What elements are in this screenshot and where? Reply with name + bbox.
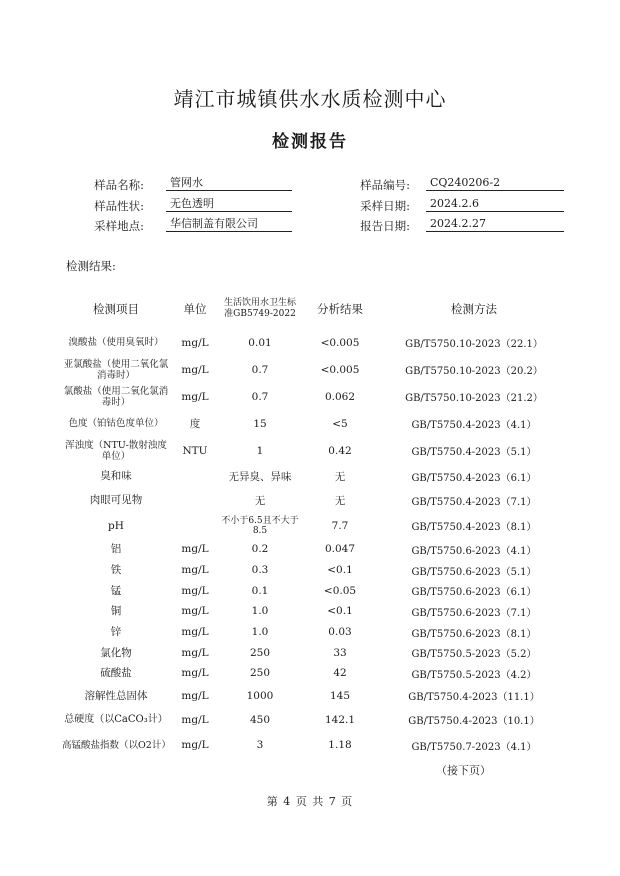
row-unit — [170, 464, 220, 488]
row-method: GB/T5750.10-2023（20.2） — [405, 366, 543, 377]
row-item: 锌 — [110, 626, 122, 639]
sampling-date-value: 2024.2.6 — [426, 197, 564, 212]
table-row — [62, 383, 568, 410]
table-row — [62, 622, 568, 643]
row-result: <0.005 — [320, 363, 360, 376]
row-unit: mg/L — [181, 390, 209, 403]
header-item: 检测项目 — [93, 302, 139, 316]
row-unit: mg/L — [181, 689, 209, 702]
row-result: 0.062 — [324, 390, 356, 403]
row-unit: mg/L — [181, 584, 209, 597]
row-limit: 450 — [249, 713, 271, 726]
row-item: 臭和味 — [100, 470, 132, 482]
row-method: GB/T5750.4-2023（8.1） — [411, 522, 537, 533]
sample-state-label: 样品性状: — [94, 199, 144, 213]
row-method: GB/T5750.6-2023（7.1） — [411, 607, 537, 619]
row-method: GB/T5750.6-2023（8.1） — [411, 628, 537, 640]
row-item: 色度（铂钴色度单位） — [68, 418, 164, 429]
row-unit: mg/L — [181, 336, 209, 349]
row-result: 1.18 — [328, 739, 352, 752]
row-unit: mg/L — [181, 646, 209, 659]
row-method: GB/T5750.10-2023（21.2） — [405, 393, 543, 404]
row-limit: 不小于6.5且不大于8.5 — [221, 515, 299, 536]
row-limit: 1.0 — [251, 626, 269, 639]
row-item: 锰 — [110, 584, 122, 597]
page-number: 第 4 页 共 7 页 — [266, 795, 354, 808]
report-title: 检测报告 — [272, 132, 348, 152]
row-limit: 无异臭、异味 — [228, 470, 292, 483]
sampling-date-label: 采样日期: — [360, 199, 410, 213]
report-date-value: 2024.2.27 — [426, 217, 564, 232]
table-row — [62, 580, 568, 601]
row-limit: 1000 — [246, 689, 274, 702]
row-method: GB/T5750.6-2023（5.1） — [411, 566, 537, 578]
header-method: 检测方法 — [451, 302, 497, 316]
row-method: GB/T5750.5-2023（5.2） — [411, 649, 537, 661]
row-method: GB/T5750.6-2023（4.1） — [411, 545, 537, 557]
row-item: 溴酸盐（使用臭氧时） — [68, 337, 164, 348]
row-limit: 250 — [249, 667, 271, 680]
row-result: <0.1 — [327, 564, 353, 577]
row-item: 氯化物 — [100, 646, 132, 659]
header-standard: 生活饮用水卫生标准GB5749-2022 — [223, 298, 296, 319]
table-row — [62, 732, 568, 759]
table-row — [62, 642, 568, 663]
row-limit: 250 — [249, 646, 271, 659]
table-row — [62, 437, 568, 464]
sample-no-value: CQ240206-2 — [426, 176, 564, 191]
row-result: <0.005 — [320, 336, 360, 349]
row-item: 浑浊度（NTU-散射浊度单位） — [65, 439, 167, 462]
row-result: 7.7 — [331, 519, 349, 532]
row-unit: mg/L — [181, 363, 209, 376]
row-method: GB/T5750.4-2023（7.1） — [411, 496, 537, 508]
row-limit: 0.1 — [251, 584, 269, 597]
table-row — [62, 464, 568, 488]
row-limit: 0.01 — [248, 336, 272, 349]
row-unit — [170, 512, 220, 539]
row-unit: 度 — [189, 418, 201, 430]
row-unit: mg/L — [181, 667, 209, 680]
row-limit: 无 — [254, 494, 266, 507]
sample-no-label: 样品编号: — [360, 178, 410, 192]
row-item: 总硬度（以CaCO₃计） — [64, 713, 168, 725]
table-row — [62, 684, 568, 708]
sampling-site-value: 华信制盖有限公司 — [166, 217, 292, 232]
row-result: 33 — [333, 646, 347, 659]
sampling-site-label: 采样地点: — [94, 219, 144, 233]
row-method: GB/T5750.6-2023（6.1） — [411, 587, 537, 599]
row-method: GB/T5750.10-2023（22.1） — [405, 339, 543, 350]
table-row — [62, 356, 568, 383]
row-result: 无 — [334, 470, 346, 483]
row-limit: 0.3 — [251, 564, 269, 577]
row-result: 无 — [334, 494, 346, 507]
header-result: 分析结果 — [317, 302, 363, 316]
table-row — [62, 663, 568, 684]
row-limit: 0.2 — [251, 543, 269, 556]
row-method: GB/T5750.7-2023（4.1） — [411, 741, 537, 753]
row-unit: mg/L — [181, 605, 209, 618]
row-item: 高锰酸盐指数（以O2计） — [62, 739, 171, 751]
table-row — [62, 488, 568, 512]
row-item: 铜 — [110, 605, 122, 618]
organization-name: 靖江市城镇供水水质检测中心 — [173, 87, 447, 111]
row-result: 42 — [333, 667, 347, 680]
row-item: 铁 — [110, 564, 122, 577]
continued-note: （接下页） — [436, 764, 491, 777]
table-row — [62, 512, 568, 539]
row-unit: mg/L — [181, 713, 209, 726]
sample-name-value: 管网水 — [166, 176, 292, 191]
sample-name-label: 样品名称: — [94, 178, 144, 192]
row-limit: 0.7 — [251, 390, 269, 403]
row-unit: mg/L — [181, 564, 209, 577]
row-method: GB/T5750.4-2023（10.1） — [408, 716, 540, 728]
sample-state-value: 无色透明 — [166, 197, 292, 212]
row-result: 0.42 — [328, 444, 352, 457]
header-unit: 单位 — [183, 302, 207, 316]
table-row — [62, 601, 568, 622]
row-item: pH — [108, 519, 124, 532]
row-method: GB/T5750.4-2023（4.1） — [411, 420, 537, 431]
row-item: 氯酸盐（使用二氧化氯消毒时） — [63, 385, 169, 408]
table-row — [62, 410, 568, 437]
row-limit: 1.0 — [251, 605, 269, 618]
row-unit — [170, 488, 220, 512]
row-result: <5 — [332, 417, 348, 430]
row-item: 亚氯酸盐（使用二氧化氯消毒时） — [63, 358, 169, 381]
row-result: <0.05 — [323, 584, 357, 597]
row-method: GB/T5750.4-2023（6.1） — [411, 472, 537, 484]
row-unit: mg/L — [181, 543, 209, 556]
row-result: <0.1 — [327, 605, 353, 618]
row-method: GB/T5750.5-2023（4.2） — [411, 669, 537, 681]
results-label: 检测结果: — [66, 259, 116, 273]
row-unit: mg/L — [181, 739, 209, 752]
table-row — [62, 329, 568, 356]
results-table — [62, 289, 568, 759]
table-header-row — [62, 289, 568, 329]
row-limit: 15 — [253, 417, 267, 430]
row-method: GB/T5750.4-2023（5.1） — [411, 447, 537, 458]
row-result: 0.047 — [324, 543, 356, 556]
row-item: 肉眼可见物 — [89, 494, 143, 506]
row-limit: 3 — [256, 739, 264, 752]
table-row — [62, 560, 568, 581]
row-result: 142.1 — [324, 713, 356, 726]
row-result: 145 — [329, 689, 351, 702]
row-method: GB/T5750.4-2023（11.1） — [408, 692, 540, 704]
row-item: 溶解性总固体 — [84, 689, 148, 702]
report-date-label: 报告日期: — [360, 219, 410, 233]
table-row — [62, 708, 568, 732]
row-item: 铝 — [110, 543, 122, 556]
row-limit: 0.7 — [251, 363, 269, 376]
row-limit: 1 — [256, 444, 264, 457]
table-row — [62, 539, 568, 560]
row-unit: NTU — [182, 444, 208, 457]
row-result: 0.03 — [328, 626, 352, 639]
row-unit: mg/L — [181, 626, 209, 639]
row-item: 硫酸盐 — [100, 667, 132, 680]
